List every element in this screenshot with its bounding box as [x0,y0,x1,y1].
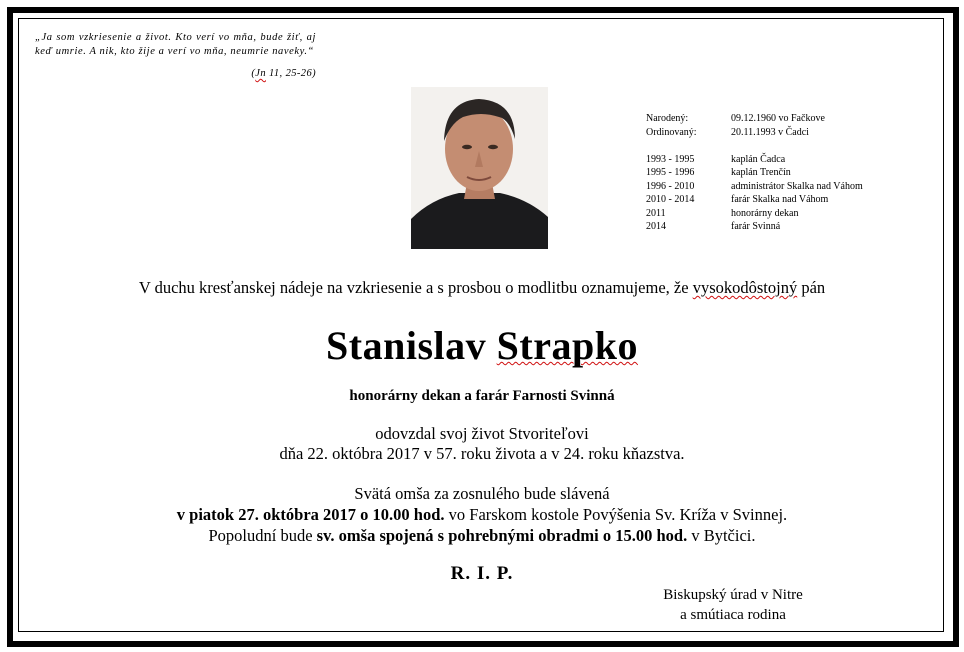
born-label: Narodený: [646,113,689,124]
biography-block [646,112,863,234]
funeral-line-2: v piatok 27. októbra 2017 o 10.00 hod. vo Farskom kostole Povýšenia Sv. Kríža v Svinnej. [176,505,788,524]
signature-line-1: Biskupský úrad v Nitre [663,587,803,603]
ordained-value: 20.11.1993 v Čadci [731,126,809,138]
deceased-title: honorárny dekan a farár Farnosti Svinná [349,388,615,404]
quote-reference: (Jn 11, 25-26) [251,68,316,79]
career-row: 2010 - 2014 farár Skalka nad Váhom [646,194,829,205]
death-line-2: dňa 22. októbra 2017 v 57. roku života a v 24. roku kňazstva. [279,444,685,463]
career-row: 2014 farár Svinná [646,221,781,232]
career-row: 1993 - 1995 kaplán Čadca [646,153,786,165]
ordained-label: Ordinovaný: [646,126,697,138]
announcement-line: V duchu kresťanskej nádeje na vzkriesenie a s prosbou o modlitbu oznamujeme, že vysokodôstojný pán [138,278,826,297]
funeral-line-1: Svätá omša za zosnulého bude slávená [354,484,610,503]
career-row: 1995 - 1996 kaplán Trenčín [646,167,791,178]
portrait-illustration [411,87,548,249]
death-line-1: odovzdal svoj život Stvoriteľovi [375,424,589,443]
deceased-surname: Strapko [496,323,638,368]
born-row [646,112,863,126]
career-row: 2011 honorárny dekan [646,207,799,219]
born-value: 09.12.1960 vo Fačkove [731,113,825,124]
portrait-photo [411,87,548,249]
quote-ref-book: Jn [255,68,266,79]
signature-line-2: a smútiaca rodina [680,607,786,623]
rip-text: R. I. P. [450,563,514,584]
deceased-name: Stanislav Strapko [326,323,638,368]
funeral-line-3: Popoludní bude sv. omša spojená s pohrebnými obradmi o 15.00 hod. v Bytčici. [208,526,756,545]
ordained-row [646,126,863,140]
honorific: vysokodôstojný [692,278,798,297]
career-row: 1996 - 2010 administrátor Skalka nad Váhom [646,180,863,192]
bible-quote: „Ja som vzkriesenie a život. Kto verí vo mňa, bude žiť, aj keď umrie. A nik, kto žije a verí vo mňa, neumrie naveky.“ [35,32,316,57]
